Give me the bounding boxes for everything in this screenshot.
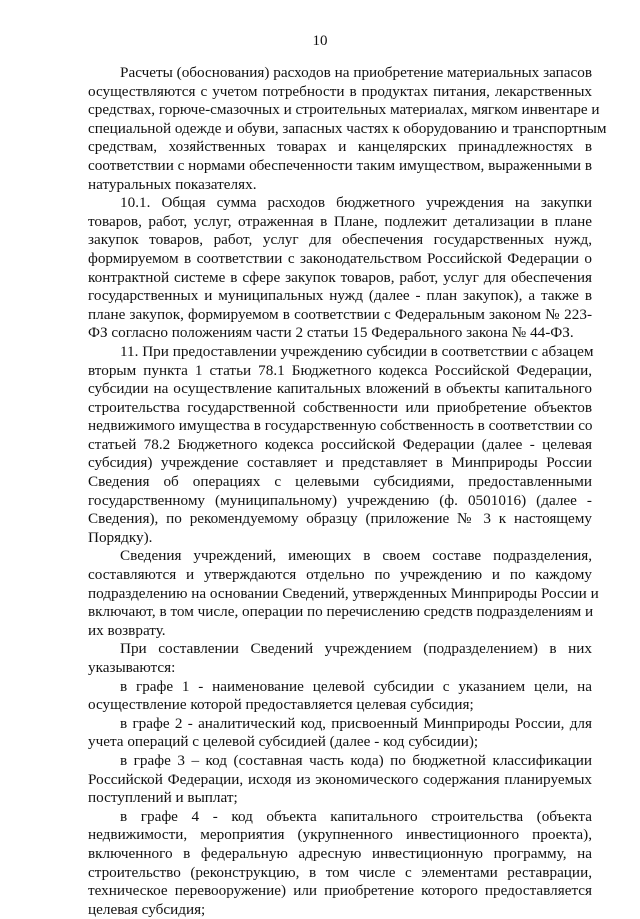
text-line: недвижимого имущества в государственную собственность в соответствии со: [88, 417, 593, 435]
text-line: подразделению на основании Сведений, утвержденных Минприроды России и: [88, 584, 599, 602]
text-line: 10.1. Общая сумма расходов бюджетного учреждения на закупки: [120, 194, 592, 212]
text-line: статьей 78.2 Бюджетного кодекса российской Федерации (далее - целевая: [88, 435, 592, 453]
paragraph: [88, 194, 592, 343]
text-line: в графе 3 – код (составная часть кода) по бюджетной классификации: [120, 751, 592, 769]
text-line: 11. При предоставлении учреждению субсидии в соответствии с абзацем: [120, 342, 594, 360]
text-line: техническое перевооружение) или приобретение которого предоставляется: [88, 882, 592, 900]
paragraph: [88, 547, 599, 640]
text-line: соответствии с нормами обеспеченности таким имуществом, выраженными в: [88, 156, 592, 174]
text-line: государственному (муниципальному) учреждению (ф. 0501016) (далее -: [88, 491, 592, 509]
text-line: Расчеты (обоснования) расходов на приобретение материальных запасов: [120, 64, 592, 81]
text-line: натуральных показателях.: [88, 175, 257, 193]
text-line: формируемом в соответствии с законодательством Российской Федерации о: [88, 249, 592, 267]
text-line: их возврату.: [88, 621, 166, 639]
text-line: Сведения), по рекомендуемому образцу (приложение № 3 к настоящему: [88, 510, 592, 528]
text-line: Российской Федерации, исходя из экономического содержания планируемых: [88, 770, 592, 788]
text-line: субсидия) учреждение составляет и представляет в Минприроды России: [88, 454, 592, 472]
paragraph: [88, 752, 592, 808]
text-line: субсидии на осуществление капитальных вложений в объекты капитального: [88, 380, 592, 398]
text-line: товаров, работ, услуг, отраженная в Плане, подлежит детализации в плане: [88, 212, 592, 230]
text-line: включают, в том числе, операции по перечислению средств подразделениям и: [88, 603, 594, 621]
text-line: Порядку).: [88, 528, 153, 546]
text-line: плане закупок, формируемом в соответствии с Федеральным законом № 223-: [88, 305, 592, 323]
text-line: недвижимости, мероприятия (укрупненного инвестиционного проекта),: [88, 826, 592, 844]
text-line: средствах, горюче-смазочных и строительных материалах, мягком инвентаре и: [88, 101, 600, 119]
paragraph: [88, 808, 592, 919]
document-body: [88, 64, 607, 919]
text-line: закупок товаров, работ, услуг для обеспечения государственных нужд,: [88, 231, 592, 249]
text-line: поступлений и выплат;: [88, 789, 238, 807]
text-line: целевая субсидия;: [88, 900, 206, 918]
text-line: осуществление которой предоставляется целевая субсидия;: [88, 696, 474, 714]
text-line: осуществляются с учетом потребности в продуктах питания, лекарственных: [88, 82, 592, 100]
text-line: средствам, хозяйственных товарах и канцелярских принадлежностях в: [88, 138, 592, 156]
paragraph: [88, 64, 607, 194]
text-line: государственных и муниципальных нужд (далее - план закупок), а также в: [88, 287, 592, 305]
text-line: При составлении Сведений учреждением (подразделением) в них: [120, 640, 592, 658]
text-line: ФЗ согласно положениям части 2 статьи 15 Федерального закона № 44-ФЗ.: [88, 324, 574, 342]
text-line: учета операций с целевой субсидией (далее - код субсидии);: [88, 733, 479, 751]
text-line: вторым пункта 1 статьи 78.1 Бюджетного кодекса Российской Федерации,: [88, 361, 592, 379]
text-line: специальной одежде и обуви, запасных частях к оборудованию и транспортным: [88, 119, 607, 137]
text-line: указываются:: [88, 659, 176, 676]
text-line: Сведения об операциях с целевыми субсидиями, предоставленными: [88, 473, 592, 491]
paragraph: [88, 715, 592, 752]
text-line: в графе 2 - аналитический код, присвоенный Минприроды России, для: [120, 714, 592, 732]
paragraph: [88, 678, 592, 715]
text-line: строительство (реконструкцию, в том числе с элементами реставрации,: [88, 863, 592, 881]
text-line: строительства государственной собственности или приобретение объектов: [88, 398, 592, 416]
text-line: составляются и утверждаются отдельно по учреждению и по каждому: [88, 566, 592, 584]
text-line: контрактной системе в сфере закупок товаров, работ, услуг для обеспечения: [88, 268, 592, 286]
text-line: Сведения учреждений, имеющих в своем составе подразделения,: [120, 547, 592, 565]
text-line: в графе 1 - наименование целевой субсидии с указанием цели, на: [120, 677, 592, 695]
text-line: в графе 4 - код объекта капитального строительства (объекта: [120, 807, 592, 825]
text-line: включенного в федеральную адресную инвестиционную программу, на: [88, 844, 592, 862]
paragraph: [88, 640, 592, 677]
page-number: 10: [312, 33, 328, 49]
paragraph: [88, 343, 592, 548]
